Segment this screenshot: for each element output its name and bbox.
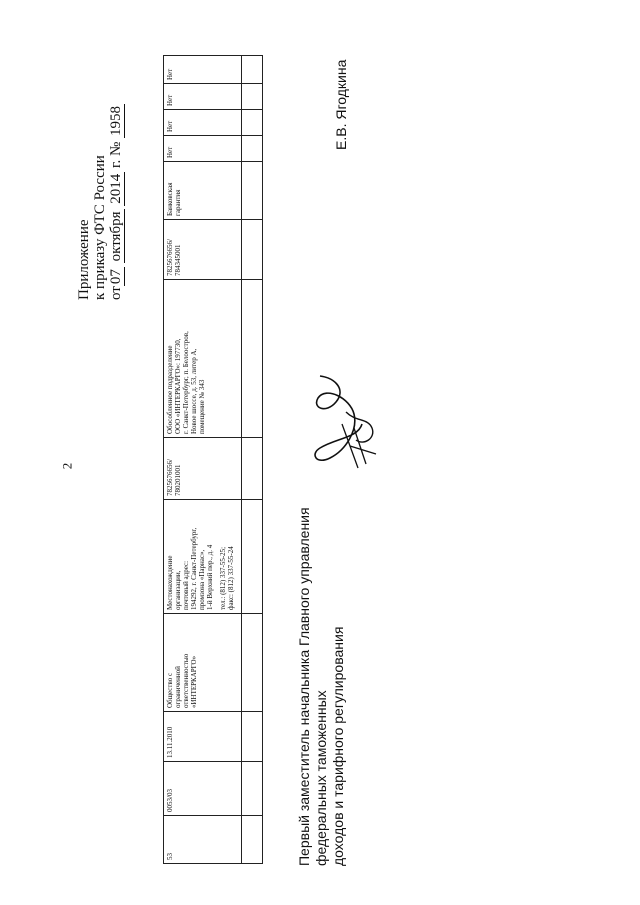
cell-date: 13.11.2010 [164, 712, 242, 762]
cell-flag-4: Нет [164, 56, 242, 84]
table-row [164, 56, 242, 864]
blank-cell [242, 162, 263, 220]
date-year: 2014 [108, 173, 124, 204]
cell-flag-2: Нет [164, 110, 242, 136]
date-prefix: от [108, 286, 124, 300]
date-year-suffix: г. [108, 159, 124, 168]
cell-index: 53 [164, 816, 242, 864]
cell-company: Общество с ограниченной ответственностью «ИНТЕРКАРГО» [164, 614, 242, 712]
cell-inn-kpp-2: 7825676656/ 784345001 [164, 220, 242, 280]
blank-cell [242, 84, 263, 110]
order-number: 1958 [108, 105, 124, 136]
date-month: октября [108, 211, 124, 262]
cell-flag-1: Нет [164, 136, 242, 162]
blank-cell [242, 816, 263, 864]
cell-location: Местонахождение организации, почтовый адрес: 194292, г. Санкт-Петербург, промзона «Парнас», 1-й Верхний пер., д. 4 тел.: (812) 337-55-25; факс: (812) 337-55-24 [164, 500, 242, 614]
cell-reg-number: 0053/03 [164, 762, 242, 816]
date-day: 07 [108, 269, 124, 285]
signer-title-line-1: Первый заместитель начальника Главного управления [296, 507, 312, 866]
blank-cell [242, 220, 263, 280]
blank-cell [242, 56, 263, 84]
cell-subdivision: Обособленное подразделение ООО «ИНТЕРКАРГО»: 197730, г. Санкт-Петербург, п. Белоостров, Новое шоссе, д. 53, литер А, помещение № 343 [164, 280, 242, 438]
blank-cell [242, 614, 263, 712]
registry-table-wrapper [163, 56, 262, 864]
registry-table [163, 55, 263, 864]
signer-title-line-2: федеральных таможенных [313, 690, 329, 866]
page-number: 2 [59, 462, 75, 470]
blank-cell [242, 280, 263, 438]
blank-cell [242, 136, 263, 162]
appendix-header [76, 60, 124, 300]
blank-cell [242, 500, 263, 614]
cell-flag-3: Нет [164, 84, 242, 110]
blank-cell [242, 110, 263, 136]
table-row-blank [242, 56, 263, 864]
header-line-appendix: Приложение [76, 219, 92, 300]
number-sign: № [108, 141, 124, 157]
signer-title-line-3: доходов и тарифного регулирования [330, 626, 346, 866]
header-line-date [108, 60, 124, 300]
blank-cell [242, 438, 263, 500]
header-line-order: к приказу ФТС России [92, 155, 108, 300]
signer-name: Е.В. Ягодкина [333, 59, 349, 150]
blank-cell [242, 762, 263, 816]
cell-guarantee: Банковская гарантия [164, 162, 242, 220]
blank-cell [242, 712, 263, 762]
signer-title-block [296, 486, 347, 866]
cell-inn-kpp: 7825676656/ 780201001 [164, 438, 242, 500]
handwritten-signature [306, 368, 382, 476]
